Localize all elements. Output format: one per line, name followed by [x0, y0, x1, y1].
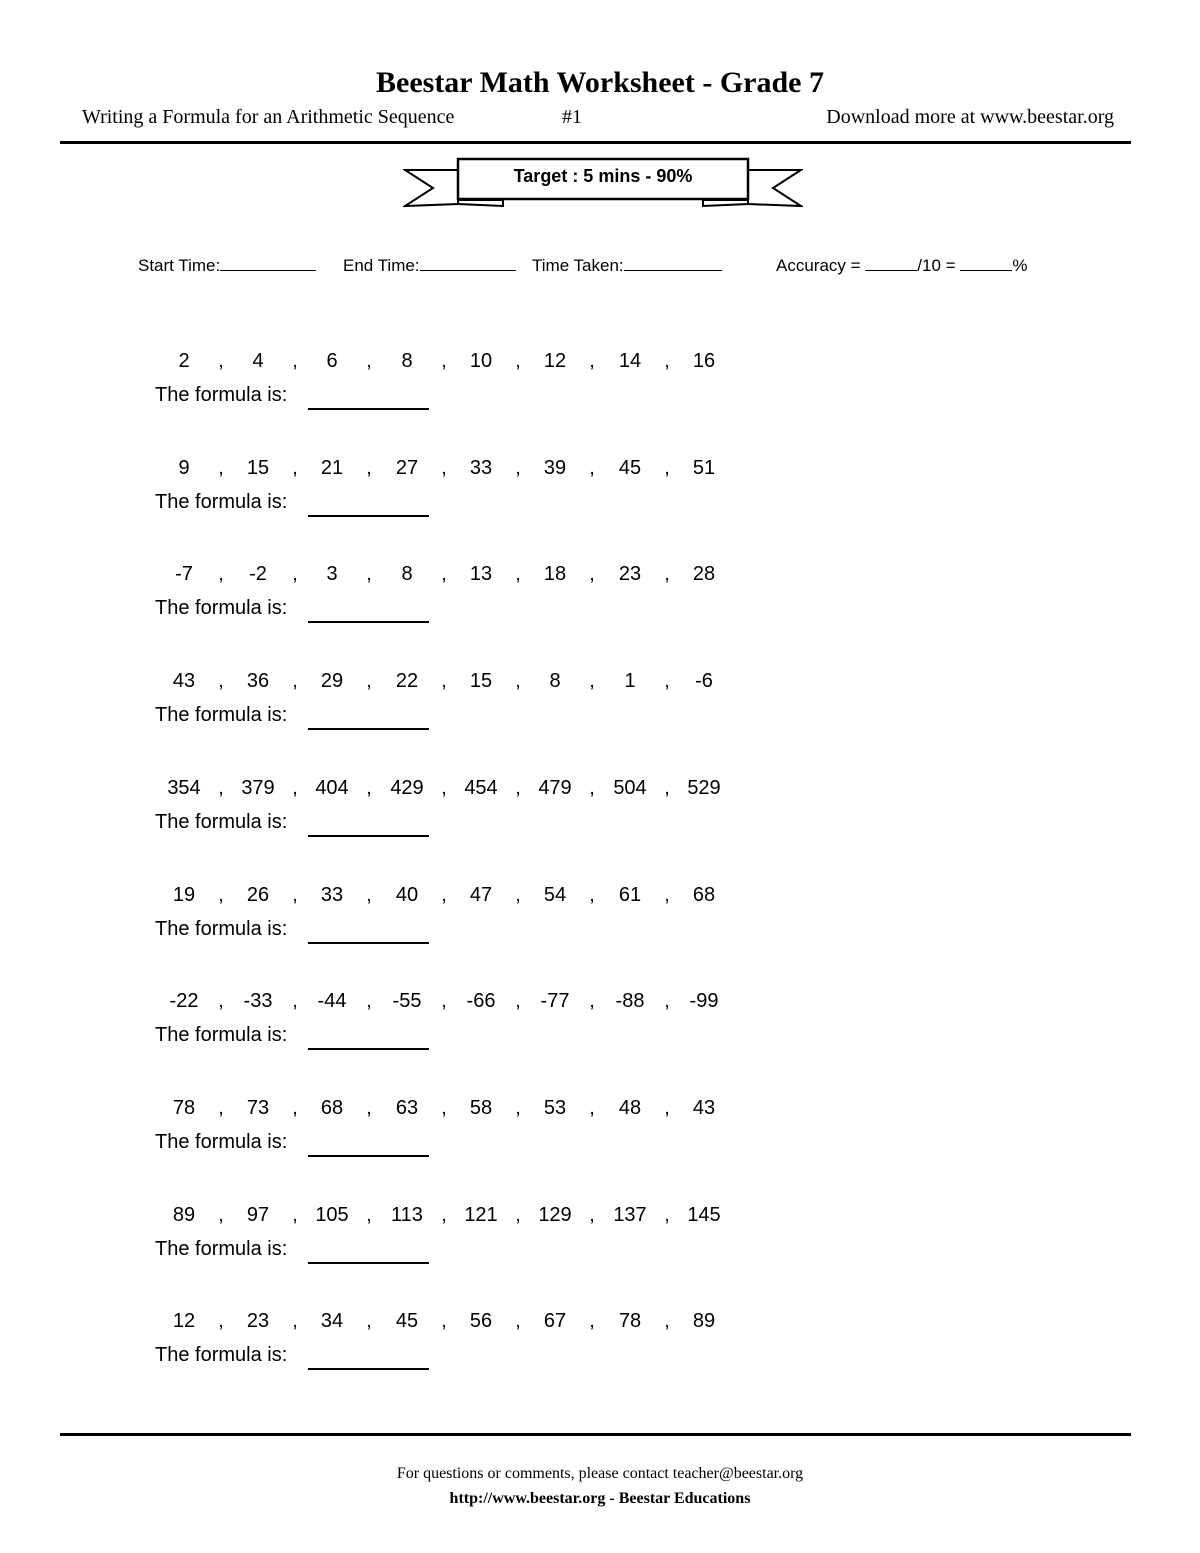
sequence-term: -33 — [243, 990, 273, 1013]
sequence-row — [150, 563, 750, 589]
sequence-comma: , — [292, 563, 298, 586]
formula-answer-blank[interactable] — [308, 1262, 429, 1264]
sequence-term: -88 — [615, 990, 645, 1013]
sequence-term: 89 — [172, 1203, 196, 1226]
sequence-term: 29 — [320, 670, 344, 693]
sequence-term: 27 — [395, 456, 419, 479]
formula-label: The formula is: — [155, 1130, 288, 1153]
sequence-comma: , — [218, 883, 224, 906]
sequence-term: 121 — [464, 1203, 498, 1226]
formula-label: The formula is: — [155, 1344, 288, 1367]
sequence-comma: , — [589, 563, 595, 586]
sequence-term: 68 — [320, 1096, 344, 1119]
sequence-comma: , — [664, 990, 670, 1013]
sequence-comma: , — [441, 776, 447, 799]
problem-item — [150, 1097, 770, 1177]
sequence-row — [150, 1097, 750, 1123]
sequence-comma: , — [292, 776, 298, 799]
sequence-term: 23 — [246, 1310, 270, 1333]
sequence-term: 529 — [687, 776, 721, 799]
sequence-row — [150, 1204, 750, 1230]
sequence-comma: , — [218, 1096, 224, 1119]
sequence-term: -6 — [695, 670, 713, 693]
sequence-term: 379 — [241, 776, 275, 799]
time-taken-field[interactable] — [532, 256, 722, 276]
sequence-row — [150, 350, 750, 376]
sequence-comma: , — [589, 670, 595, 693]
sequence-comma: , — [218, 350, 224, 372]
sequence-comma: , — [664, 883, 670, 906]
formula-label: The formula is: — [155, 597, 288, 620]
sequence-term: 43 — [172, 670, 196, 693]
sequence-term: -77 — [540, 990, 570, 1013]
problem-item — [150, 670, 770, 750]
sequence-term: 48 — [618, 1096, 642, 1119]
sequence-term: 137 — [613, 1203, 647, 1226]
sequence-comma: , — [441, 1096, 447, 1119]
sequence-term: 68 — [692, 883, 716, 906]
sequence-term: 145 — [687, 1203, 721, 1226]
sequence-comma: , — [218, 456, 224, 479]
sequence-comma: , — [589, 1203, 595, 1226]
sequence-term: 63 — [395, 1096, 419, 1119]
sequence-term: -22 — [169, 990, 199, 1013]
sequence-term: 58 — [469, 1096, 493, 1119]
formula-answer-blank[interactable] — [308, 1155, 429, 1157]
sequence-comma: , — [218, 990, 224, 1013]
sequence-comma: , — [664, 670, 670, 693]
sequence-comma: , — [664, 563, 670, 586]
sequence-term: 3 — [326, 563, 338, 586]
sequence-term: 28 — [692, 563, 716, 586]
sequence-term: 105 — [315, 1203, 349, 1226]
worksheet-title: Beestar Math Worksheet - Grade 7 — [376, 66, 824, 99]
sequence-comma: , — [664, 776, 670, 799]
sequence-comma: , — [292, 990, 298, 1013]
sequence-comma: , — [441, 350, 447, 372]
sequence-term: 45 — [618, 456, 642, 479]
sequence-term: 10 — [469, 350, 493, 372]
sequence-comma: , — [441, 1310, 447, 1333]
formula-label: The formula is: — [155, 1024, 288, 1047]
sequence-row — [150, 990, 750, 1016]
sequence-comma: , — [218, 670, 224, 693]
sequence-comma: , — [515, 1203, 521, 1226]
sequence-comma: , — [515, 456, 521, 479]
sequence-comma: , — [589, 990, 595, 1013]
header-divider — [60, 141, 1131, 144]
sequence-comma: , — [218, 563, 224, 586]
sequence-comma: , — [589, 883, 595, 906]
sequence-term: 26 — [246, 883, 270, 906]
problem-item — [150, 1310, 770, 1390]
sequence-comma: , — [515, 1310, 521, 1333]
sequence-row — [150, 1310, 750, 1336]
sequence-term: -7 — [175, 563, 193, 586]
problem-item — [150, 990, 770, 1070]
footer-divider — [60, 1433, 1131, 1436]
formula-label: The formula is: — [155, 704, 288, 727]
sequence-term: 12 — [543, 350, 567, 372]
sequence-comma: , — [515, 776, 521, 799]
sequence-comma: , — [366, 350, 372, 372]
problem-item — [150, 1204, 770, 1284]
sequence-comma: , — [366, 1096, 372, 1119]
sequence-term: 4 — [252, 350, 264, 372]
sequence-term: 15 — [246, 456, 270, 479]
end-time-field[interactable] — [343, 256, 516, 276]
accuracy-mid-label: /10 = — [917, 256, 956, 275]
sequence-comma: , — [366, 563, 372, 586]
start-time-field[interactable] — [138, 256, 316, 276]
sequence-term: 67 — [543, 1310, 567, 1333]
problem-item — [150, 457, 770, 537]
time-taken-label: Time Taken: — [532, 256, 624, 275]
sequence-term: -99 — [689, 990, 719, 1013]
sequence-comma: , — [589, 350, 595, 372]
sequence-comma: , — [366, 456, 372, 479]
sequence-comma: , — [515, 350, 521, 372]
sequence-term: 97 — [246, 1203, 270, 1226]
sequence-row — [150, 777, 750, 803]
sequence-comma: , — [664, 1310, 670, 1333]
problem-item — [150, 777, 770, 857]
sequence-term: 16 — [692, 350, 716, 372]
sequence-term: 8 — [549, 670, 561, 693]
sequence-comma: , — [441, 990, 447, 1013]
sequence-comma: , — [664, 1203, 670, 1226]
problem-item — [150, 350, 770, 430]
formula-answer-blank[interactable] — [308, 621, 429, 623]
sequence-term: 8 — [401, 563, 413, 586]
problem-item — [150, 884, 770, 964]
sequence-term: 19 — [172, 883, 196, 906]
sequence-comma: , — [366, 1310, 372, 1333]
sequence-comma: , — [441, 563, 447, 586]
worksheet-number: #1 — [562, 106, 582, 128]
sequence-term: 78 — [172, 1096, 196, 1119]
sequence-comma: , — [589, 776, 595, 799]
sequence-term: 23 — [618, 563, 642, 586]
sequence-comma: , — [218, 776, 224, 799]
sequence-comma: , — [664, 1096, 670, 1119]
accuracy-label: Accuracy = — [776, 256, 861, 275]
formula-label: The formula is: — [155, 917, 288, 940]
sequence-comma: , — [515, 990, 521, 1013]
sequence-comma: , — [589, 1310, 595, 1333]
accuracy-score-blank[interactable] — [865, 256, 917, 271]
sequence-comma: , — [366, 670, 372, 693]
sequence-comma: , — [292, 1203, 298, 1226]
sequence-comma: , — [515, 563, 521, 586]
sequence-term: 6 — [326, 350, 338, 372]
sequence-comma: , — [218, 1203, 224, 1226]
sequence-comma: , — [292, 1096, 298, 1119]
sequence-comma: , — [366, 1203, 372, 1226]
sequence-term: 47 — [469, 883, 493, 906]
sequence-comma: , — [589, 1096, 595, 1119]
formula-label: The formula is: — [155, 810, 288, 833]
sequence-term: -44 — [317, 990, 347, 1013]
sequence-comma: , — [292, 350, 298, 372]
sequence-term: 113 — [391, 1203, 423, 1226]
sequence-comma: , — [218, 1310, 224, 1333]
sequence-comma: , — [292, 670, 298, 693]
sequence-term: 21 — [320, 456, 344, 479]
sequence-term: 454 — [464, 776, 498, 799]
sequence-term: 404 — [315, 776, 349, 799]
sequence-term: 51 — [692, 456, 716, 479]
start-time-label: Start Time: — [138, 256, 221, 275]
sequence-term: 12 — [172, 1310, 196, 1333]
sequence-comma: , — [589, 456, 595, 479]
sequence-comma: , — [292, 1310, 298, 1333]
sequence-comma: , — [664, 350, 670, 372]
sequence-term: 1 — [624, 670, 636, 693]
formula-answer-blank[interactable] — [308, 942, 429, 944]
sequence-term: -55 — [392, 990, 422, 1013]
sequence-term: 429 — [390, 776, 424, 799]
formula-answer-blank[interactable] — [308, 1368, 429, 1370]
sequence-term: 22 — [395, 670, 419, 693]
sequence-comma: , — [366, 883, 372, 906]
sequence-term: 14 — [618, 350, 642, 372]
accuracy-field[interactable] — [776, 256, 1027, 276]
sequence-row — [150, 457, 750, 483]
footer-contact: For questions or comments, please contact teacher@beestar.org — [396, 1465, 804, 1482]
end-time-blank[interactable] — [420, 256, 516, 271]
sequence-term: 39 — [543, 456, 567, 479]
sequence-comma: , — [515, 670, 521, 693]
formula-answer-blank[interactable] — [308, 835, 429, 837]
sequence-comma: , — [441, 670, 447, 693]
sequence-comma: , — [515, 1096, 521, 1119]
sequence-term: 61 — [618, 883, 642, 906]
sequence-term: 33 — [469, 456, 493, 479]
formula-label: The formula is: — [155, 1237, 288, 1260]
formula-label: The formula is: — [155, 384, 288, 406]
sequence-term: 13 — [469, 563, 493, 586]
worksheet-topic: Writing a Formula for an Arithmetic Sequence — [82, 106, 455, 128]
sequence-term: 89 — [692, 1310, 716, 1333]
formula-label: The formula is: — [155, 490, 288, 513]
sequence-term: 2 — [178, 350, 190, 372]
sequence-term: 40 — [395, 883, 419, 906]
sequence-term: 479 — [538, 776, 572, 799]
sequence-term: 504 — [613, 776, 647, 799]
accuracy-suffix: % — [1012, 256, 1028, 275]
sequence-comma: , — [441, 456, 447, 479]
sequence-term: 56 — [469, 1310, 493, 1333]
target-banner-text: Target : 5 mins - 90% — [513, 166, 693, 186]
sequence-comma: , — [441, 1203, 447, 1226]
formula-answer-blank[interactable] — [308, 408, 429, 410]
download-link[interactable]: Download more at www.beestar.org — [826, 106, 1114, 128]
accuracy-percent-blank[interactable] — [960, 256, 1012, 271]
formula-answer-blank[interactable] — [308, 515, 429, 517]
sequence-term: 54 — [543, 883, 567, 906]
formula-answer-blank[interactable] — [308, 1048, 429, 1050]
sequence-term: -66 — [466, 990, 496, 1013]
problem-item — [150, 563, 770, 643]
sequence-comma: , — [292, 883, 298, 906]
sequence-comma: , — [366, 990, 372, 1013]
time-taken-blank[interactable] — [624, 256, 722, 271]
sequence-comma: , — [292, 456, 298, 479]
sequence-comma: , — [441, 883, 447, 906]
sequence-row — [150, 670, 750, 696]
sequence-comma: , — [664, 456, 670, 479]
sequence-term: 129 — [538, 1203, 572, 1226]
start-time-blank[interactable] — [220, 256, 316, 271]
sequence-term: 33 — [320, 883, 344, 906]
sequence-term: 9 — [178, 456, 190, 479]
sequence-term: -2 — [249, 563, 267, 586]
sequence-comma: , — [366, 776, 372, 799]
sequence-term: 45 — [395, 1310, 419, 1333]
sequence-term: 43 — [692, 1096, 716, 1119]
sequence-term: 15 — [469, 670, 493, 693]
sequence-term: 8 — [401, 350, 413, 372]
sequence-row — [150, 884, 750, 910]
sequence-term: 354 — [167, 776, 201, 799]
sequence-term: 18 — [543, 563, 567, 586]
sequence-comma: , — [515, 883, 521, 906]
formula-answer-blank[interactable] — [308, 728, 429, 730]
sequence-term: 53 — [543, 1096, 567, 1119]
sequence-term: 34 — [320, 1310, 344, 1333]
end-time-label: End Time: — [343, 256, 420, 275]
sequence-term: 73 — [246, 1096, 270, 1119]
footer-site: http://www.beestar.org - Beestar Educations — [449, 1490, 751, 1507]
sequence-term: 78 — [618, 1310, 642, 1333]
sequence-term: 36 — [246, 670, 270, 693]
